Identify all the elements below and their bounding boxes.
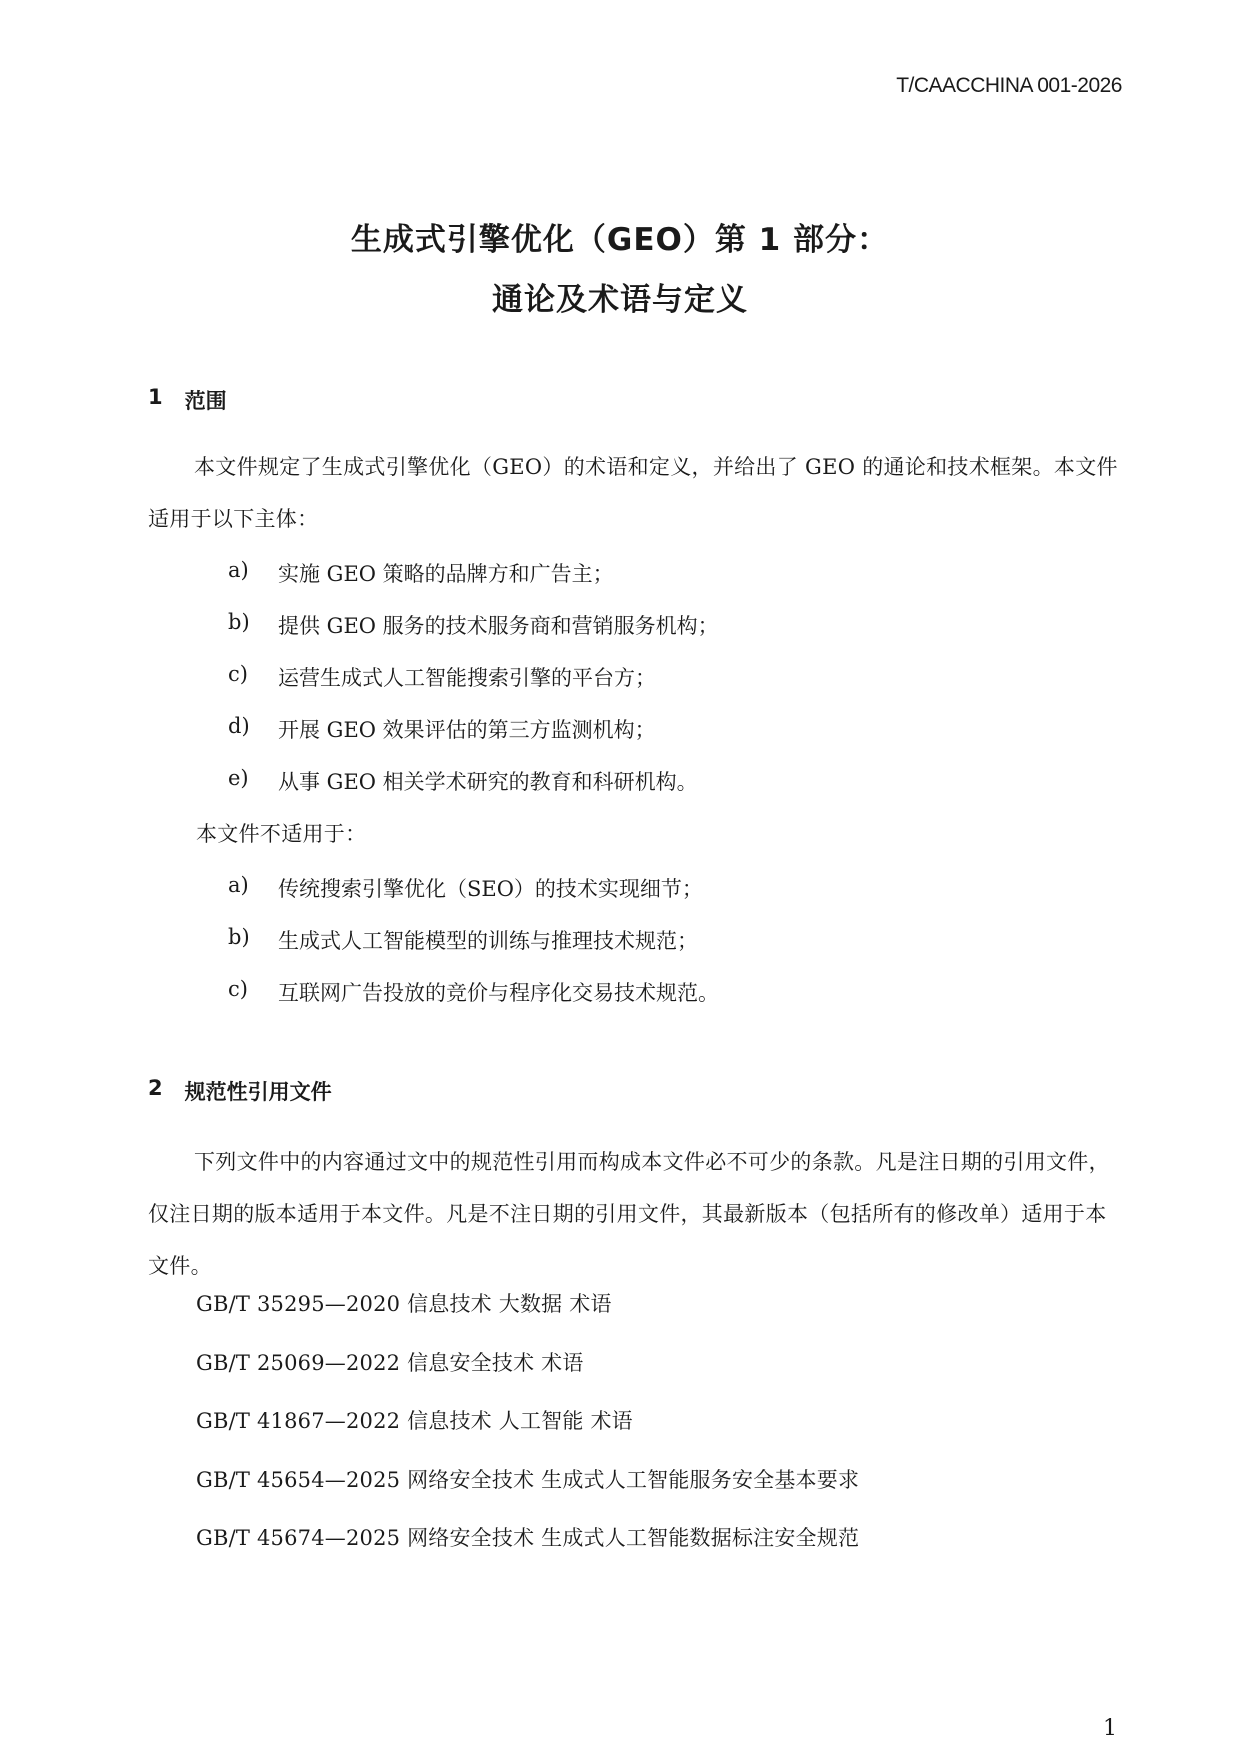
list-item xyxy=(228,610,719,662)
list-marker: b) xyxy=(228,925,250,949)
list-marker: e) xyxy=(228,766,249,790)
reference-item: GB/T 45654—2025 网络安全技术 生成式人工智能服务安全基本要求 xyxy=(196,1467,860,1492)
document-title-line-2: 通论及术语与定义 xyxy=(492,282,748,318)
references-intro-paragraph: 下列文件中的内容通过文中的规范性引用而构成本文件必不可少的条款。凡是注日期的引用文件，仅注日期的版本适用于本文件。凡是不注日期的引用文件，其最新版本（包括所有的修改单）适用于本文件。 xyxy=(148,1150,1110,1278)
document-code: T/CAACCHINA 001-2026 xyxy=(896,74,1122,97)
references-list xyxy=(196,1288,859,1581)
reference-item: GB/T 25069—2022 信息安全技术 术语 xyxy=(196,1350,584,1375)
list-marker: c) xyxy=(228,662,248,686)
list-item xyxy=(228,977,719,1029)
list-item xyxy=(228,714,719,766)
list-item-text: 运营生成式人工智能搜索引擎的平台方； xyxy=(278,666,656,690)
list-item-text: 传统搜索引擎优化（SEO）的技术实现细节； xyxy=(278,877,703,901)
list-item xyxy=(228,873,719,925)
section-title: 范围 xyxy=(184,389,227,413)
list-marker: c) xyxy=(228,977,248,1001)
list-item xyxy=(228,558,719,610)
list-item xyxy=(228,766,719,818)
list-item-text: 实施 GEO 策略的品牌方和广告主； xyxy=(278,562,614,586)
section-title: 规范性引用文件 xyxy=(184,1080,332,1104)
reference-item: GB/T 41867—2022 信息技术 人工智能 术语 xyxy=(196,1409,633,1433)
list-item-text: 提供 GEO 服务的技术服务商和营销服务机构； xyxy=(278,614,719,638)
list-item xyxy=(228,925,719,977)
list-marker: d) xyxy=(228,714,250,738)
list-marker: a) xyxy=(228,873,249,897)
scope-intro-paragraph: 本文件规定了生成式引擎优化（GEO）的术语和定义，并给出了 GEO 的通论和技术框架。本文件适用于以下主体： xyxy=(148,455,1118,531)
section-heading-scope xyxy=(148,385,227,415)
list-item xyxy=(228,662,719,714)
not-applicable-intro: 本文件不适用于： xyxy=(196,822,367,846)
list-item-text: 生成式人工智能模型的训练与推理技术规范； xyxy=(278,929,698,953)
section-number: 1 xyxy=(148,385,163,409)
document-title-line-1: 生成式引擎优化（GEO）第 1 部分： xyxy=(350,222,890,258)
list-item-text: 互联网广告投放的竞价与程序化交易技术规范。 xyxy=(278,981,719,1005)
applies-to-list xyxy=(228,558,719,818)
not-applicable-list xyxy=(228,873,719,1029)
list-item-text: 从事 GEO 相关学术研究的教育和科研机构。 xyxy=(278,770,698,794)
section-heading-normative-references xyxy=(148,1076,332,1106)
list-marker: a) xyxy=(228,558,249,582)
list-item-text: 开展 GEO 效果评估的第三方监测机构； xyxy=(278,718,656,742)
page-number: 1 xyxy=(1103,1716,1117,1741)
section-number: 2 xyxy=(148,1076,163,1100)
reference-item: GB/T 35295—2020 信息技术 大数据 术语 xyxy=(196,1292,612,1316)
reference-item: GB/T 45674—2025 网络安全技术 生成式人工智能数据标注安全规范 xyxy=(196,1526,860,1550)
list-marker: b) xyxy=(228,610,250,634)
